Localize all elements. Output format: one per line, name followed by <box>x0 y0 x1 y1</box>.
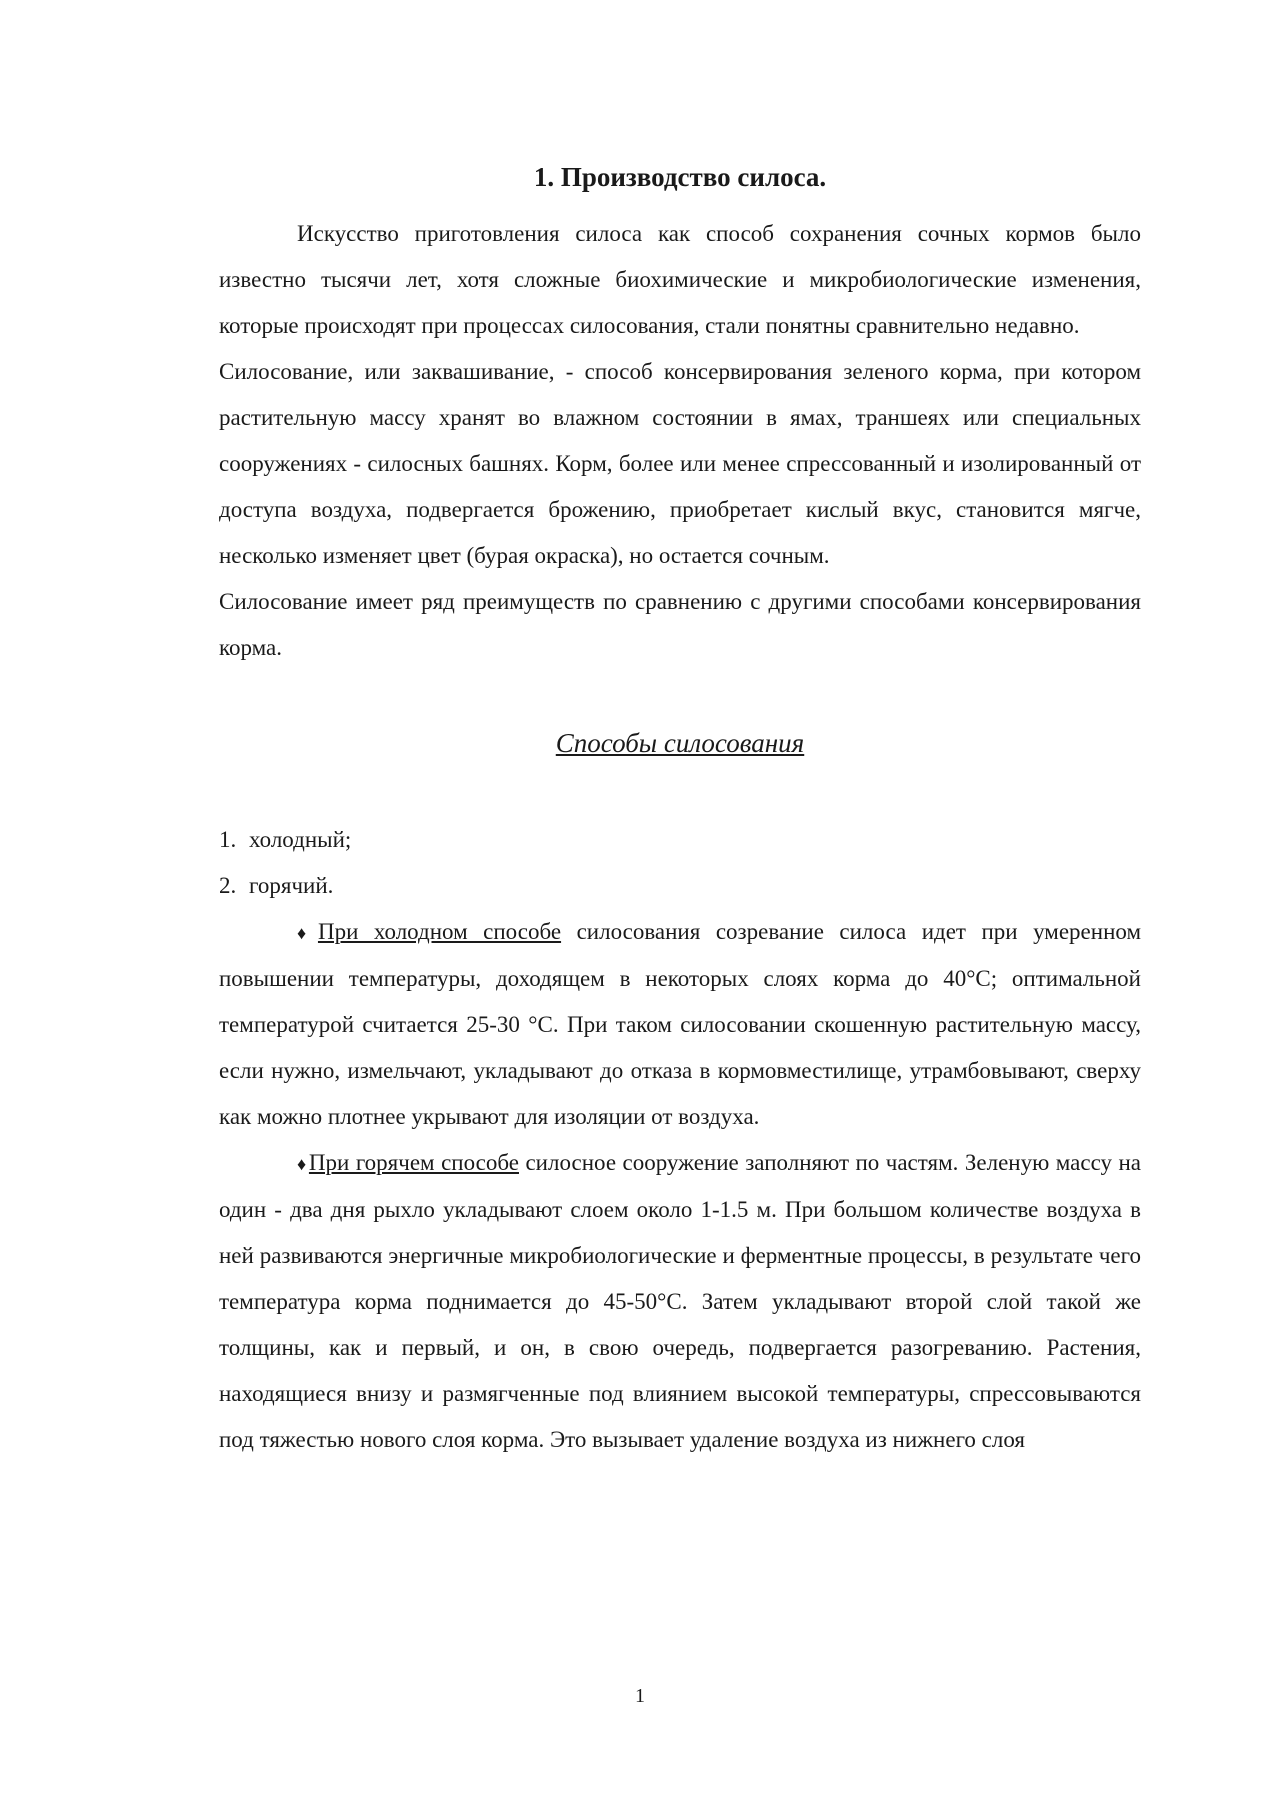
list-item-label: холодный; <box>249 827 352 852</box>
hot-method-text: силосное сооружение заполняют по частям. Зеленую массу на один - два дня рыхло укладывают слоем около 1-1.5 м. При большом количестве воздуха в ней развиваются энергичные микробиологические и ферментные процессы, в результате чего температура корма поднимается до 45-50°С. Затем укладывают второй слой такой же толщины, как и первый, и он, в свою очередь, подвергается разогреванию. Растения, находящиеся внизу и размягченные под влиянием высокой температуры, спрессовываются под тяжестью нового слоя корма. Это вызывает удаление воздуха из нижнего слоя <box>219 1150 1141 1452</box>
hot-method-lead: При горячем способе <box>308 1150 519 1175</box>
hot-method-paragraph <box>219 1140 1141 1463</box>
list-item-number: 2. <box>219 873 237 898</box>
cold-method-lead: При холодном способе <box>317 919 562 944</box>
intro-paragraph-1: Искусство приготовления силоса как способ сохранения сочных кормов было известно тысячи лет, хотя сложные биохимические и микробиологические изменения, которые происходят при процессах силосования, стали понятны сравнительно недавно. <box>219 221 1141 338</box>
list-item <box>219 863 1141 909</box>
cold-method-paragraph <box>219 909 1141 1140</box>
page-title: 1. Производство силоса. <box>533 162 827 192</box>
list-item <box>219 817 1141 863</box>
intro-paragraph-2: Силосование, или заквашивание, - способ консервирования зеленого корма, при котором растительную массу хранят во влажном состоянии в ямах, траншеях или специальных сооружениях - силосных башнях. Корм, более или менее спрессованный и изолированный от доступа воздуха, подвергается брожению, приобретает кислый вкус, становится мягче, несколько изменяет цвет (бурая окраска), но остается сочным. <box>219 359 1141 568</box>
diamond-bullet-icon: ♦ <box>297 1154 307 1174</box>
section-heading-methods: Способы силосования <box>555 728 805 758</box>
page-content <box>219 155 1141 1463</box>
intro-paragraph-3: Силосование имеет ряд преимуществ по сравнению с другими способами консервирования корма. <box>219 589 1141 660</box>
list-item-label: горячий. <box>249 873 334 898</box>
list-item-number: 1. <box>219 827 237 852</box>
diamond-bullet-icon: ♦ <box>297 923 316 943</box>
methods-list <box>219 817 1141 909</box>
cold-method-text: силосования созревание силоса идет при умеренном повышении температуры, доходящем в некоторых слоях корма до 40°С; оптимальной температурой считается 25-30 °С. При таком силосовании скошенную растительную массу, если нужно, измельчают, укладывают до отказа в кормовместилище, утрамбовывают, сверху как можно плотнее укрывают для изоляции от воздуха. <box>219 919 1142 1129</box>
page-number: 1 <box>635 1685 645 1707</box>
